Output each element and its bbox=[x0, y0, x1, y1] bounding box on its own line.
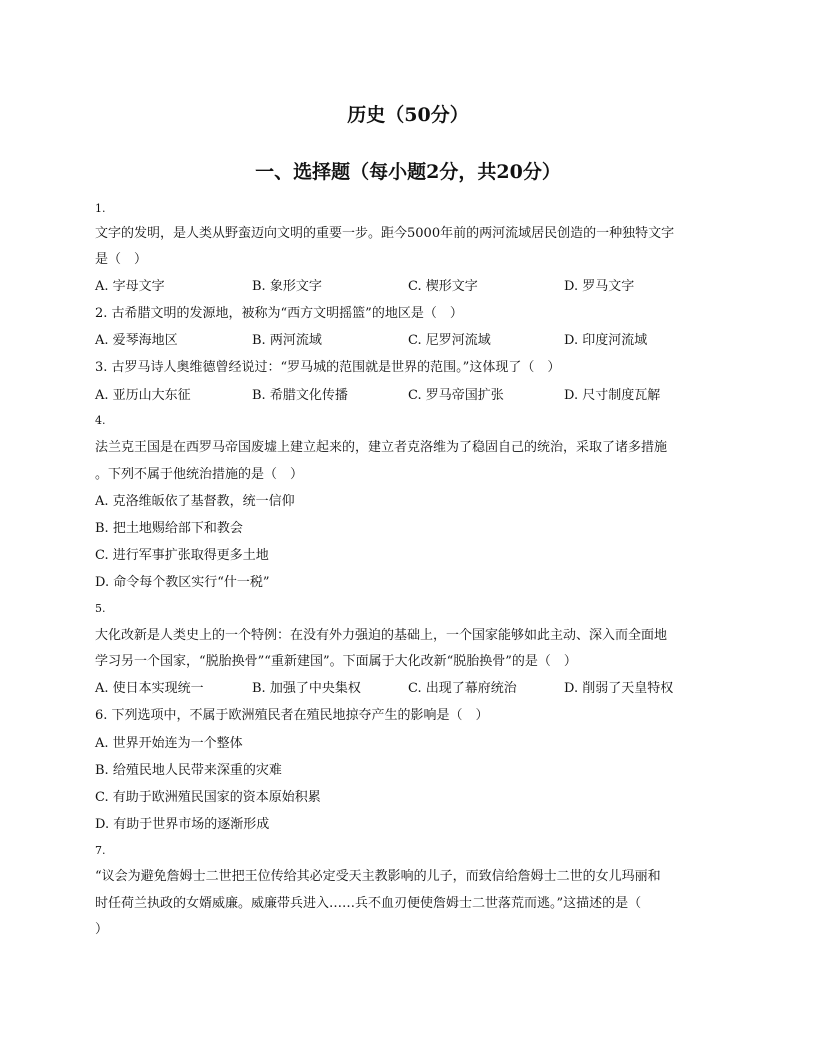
question-5-stem-line2: 学习另一个国家，“脱胎换骨”“重新建国”。下面属于大化改新“脱胎换骨”的是（ ） bbox=[95, 654, 577, 669]
question-2-option-d: D. 印度河流域 bbox=[564, 333, 648, 348]
question-7-stem-line2: 时任荷兰执政的女婿威廉。威廉带兵进入……兵不血刃便使詹姆士二世落荒而逃。”这描述的是（ bbox=[95, 896, 642, 911]
question-2-option-c: C. 尼罗河流域 bbox=[408, 333, 491, 348]
question-3-option-a: A. 亚历山大东征 bbox=[95, 388, 191, 403]
question-5-option-a: A. 使日本实现统一 bbox=[95, 681, 204, 696]
question-4-stem-line2: 。下列不属于他统治措施的是（ ） bbox=[95, 467, 304, 482]
question-4-option-d: D. 命令每个教区实行“什一税” bbox=[95, 575, 270, 590]
question-2-stem: 2. 古希腊文明的发源地，被称为“西方文明摇篮”的地区是（ ） bbox=[95, 306, 463, 321]
question-4-option-b: B. 把土地赐给部下和教会 bbox=[95, 521, 243, 536]
question-3-stem: 3. 古罗马诗人奥维德曾经说过：“罗马城的范围就是世界的范围。”这体现了（ ） bbox=[95, 360, 561, 375]
question-6-option-a: A. 世界开始连为一个整体 bbox=[95, 736, 243, 751]
question-5-stem-line1: 大化改新是人类史上的一个特例：在没有外力强迫的基础上，一个国家能够如此主动、深入而全面地 bbox=[95, 628, 668, 643]
question-4-option-a: A. 克洛维皈依了基督教，统一信仰 bbox=[95, 494, 295, 509]
question-1-stem-line2: 是（ ） bbox=[95, 252, 148, 267]
question-1-number: 1. bbox=[95, 202, 106, 215]
question-6-option-d: D. 有助于世界市场的逐渐形成 bbox=[95, 817, 270, 832]
question-7-number: 7. bbox=[95, 844, 106, 857]
question-1-stem-line1: 文字的发明，是人类从野蛮迈向文明的重要一步。距今5000年前的两河流域居民创造的一种独特文字 bbox=[95, 226, 675, 241]
question-2-option-b: B. 两河流域 bbox=[252, 333, 322, 348]
question-1-option-a: A. 字母文字 bbox=[95, 279, 165, 294]
question-1-option-c: C. 楔形文字 bbox=[408, 279, 478, 294]
question-5-number: 5. bbox=[95, 602, 106, 615]
question-6-option-c: C. 有助于欧洲殖民国家的资本原始积累 bbox=[95, 790, 321, 805]
question-5-option-c: C. 出现了幕府统治 bbox=[408, 681, 517, 696]
question-4-number: 4. bbox=[95, 414, 106, 427]
question-7-stem-line1: “议会为避免詹姆士二世把王位传给其必定受天主教影响的儿子，而致信给詹姆士二世的女儿玛丽和 bbox=[95, 869, 661, 884]
question-1-option-b: B. 象形文字 bbox=[252, 279, 322, 294]
section-heading: 一、选择题（每小题2分，共20分） bbox=[255, 161, 561, 183]
question-4-option-c: C. 进行军事扩张取得更多土地 bbox=[95, 548, 269, 563]
question-5-option-b: B. 加强了中央集权 bbox=[252, 681, 361, 696]
question-7-stem-line3: ） bbox=[95, 922, 109, 937]
question-6-option-b: B. 给殖民地人民带来深重的灾难 bbox=[95, 763, 282, 778]
question-1-option-d: D. 罗马文字 bbox=[564, 279, 635, 294]
page-title: 历史（50分） bbox=[347, 104, 469, 126]
question-6-stem: 6. 下列选项中，不属于欧洲殖民者在殖民地掠夺产生的影响是（ ） bbox=[95, 708, 489, 723]
question-4-stem-line1: 法兰克王国是在西罗马帝国废墟上建立起来的，建立者克洛维为了稳固自己的统治，采取了诸多措施 bbox=[95, 440, 668, 455]
question-3-option-b: B. 希腊文化传播 bbox=[252, 388, 348, 403]
question-2-option-a: A. 爱琴海地区 bbox=[95, 333, 178, 348]
question-3-option-c: C. 罗马帝国扩张 bbox=[408, 388, 504, 403]
question-3-option-d: D. 尺寸制度瓦解 bbox=[564, 388, 661, 403]
question-5-option-d: D. 削弱了天皇特权 bbox=[564, 681, 674, 696]
